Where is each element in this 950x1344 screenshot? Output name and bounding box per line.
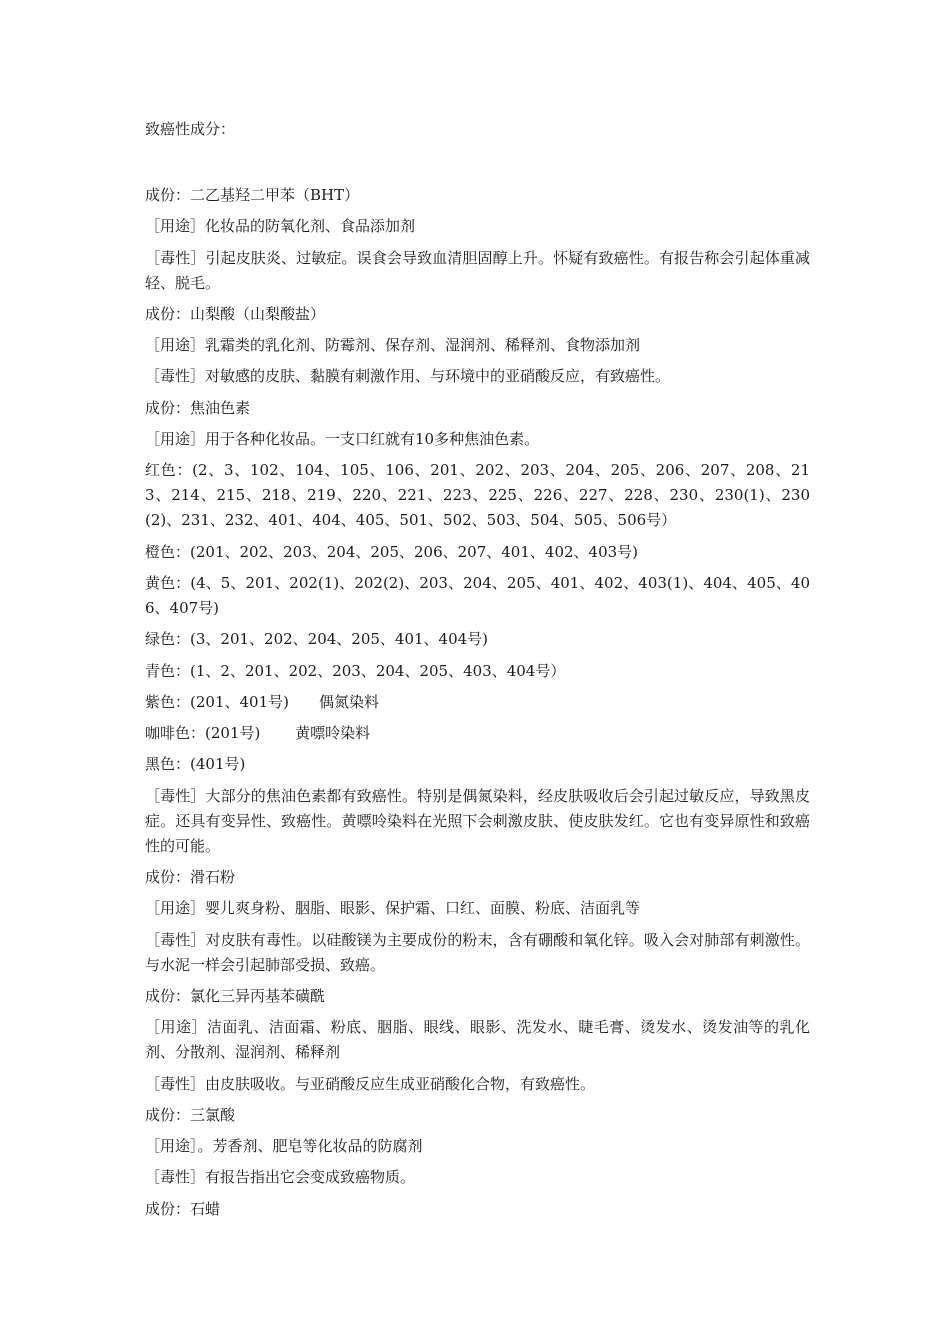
line-talc-name: 成份：滑石粉 bbox=[145, 868, 236, 887]
line-tar-toxicity: ［毒性］大部分的焦油色素都有致癌性。特别是偶氮染料，经皮肤吸收后会引起过敏反应，导致黑皮症。还具有变异性、致癌性。黄嘌呤染料在光照下会刺激皮肤、使皮肤发红。它也有变异原性和致癌性的可能。 bbox=[145, 786, 810, 855]
line-trichloro-name: 成份：三氯酸 bbox=[145, 1105, 236, 1124]
line-trichloro-toxicity: ［毒性］有报告指出它会变成致癌物质。 bbox=[145, 1168, 416, 1187]
line-black: 黑色：(401号) bbox=[145, 755, 246, 774]
line-red: 红色：(2、3、102、104、105、106、201、202、203、204、205、206、207、208、213、214、215、218、219、220、221、223、225、226、227、228、230、230(1)、230(2)、231、232、401、404、405、501、502、503、504、505、506号） bbox=[145, 461, 810, 530]
line-tar-use: ［用途］用于各种化妆品。一支口红就有10多种焦油色素。 bbox=[145, 430, 540, 449]
line-bht-toxicity: ［毒性］引起皮肤炎、过敏症。误食会导致血清胆固醇上升。怀疑有致癌性。有报告称会引起体重减轻、脱毛。 bbox=[145, 248, 810, 292]
line-yellow: 黄色：(4、5、201、202(1)、202(2)、203、204、205、401、402、403(1)、404、405、406、407号) bbox=[145, 573, 810, 617]
line-green: 绿色：(3、201、202、204、205、401、404号) bbox=[145, 630, 489, 649]
line-talc-toxicity: ［毒性］对皮肤有毒性。以硅酸镁为主要成份的粉末，含有硼酸和氧化锌。吸入会对肺部有刺激性。与水泥一样会引起肺部受损、致癌。 bbox=[145, 930, 810, 974]
line-brown: 咖啡色：(201号) 黄嘌呤染料 bbox=[145, 724, 371, 743]
line-paraffin-name: 成份：石蜡 bbox=[145, 1199, 221, 1218]
document-body bbox=[145, 183, 810, 1222]
line-sulfonyl-use: ［用途］洁面乳、洁面霜、粉底、胭脂、眼线、眼影、洗发水、睫毛膏、烫发水、烫发油等的乳化剂、分散剂、湿润剂、稀释剂 bbox=[145, 1018, 810, 1062]
line-sorbic-name: 成份：山梨酸（山梨酸盐） bbox=[145, 304, 326, 323]
line-bht-name: 成份：二乙基羟二甲苯（BHT） bbox=[145, 186, 360, 204]
document-page bbox=[145, 117, 810, 1228]
line-bht-use: ［用途］化妆品的防氧化剂、食品添加剂 bbox=[145, 217, 416, 236]
line-purple: 紫色：(201、401号) 偶氮染料 bbox=[145, 692, 379, 711]
line-orange: 橙色：(201、202、203、204、205、206、207、401、402、403号) bbox=[145, 542, 639, 561]
line-sulfonyl-toxicity: ［毒性］由皮肤吸收。与亚硝酸反应生成亚硝酸化合物，有致癌性。 bbox=[145, 1074, 596, 1093]
line-blue: 青色：(1、2、201、202、203、204、205、403、404号） bbox=[145, 661, 566, 680]
line-trichloro-use: ［用途］。芳香剂、肥皂等化妆品的防腐剂 bbox=[145, 1137, 423, 1156]
document-title: 致癌性成分： bbox=[145, 120, 236, 138]
line-sorbic-use: ［用途］乳霜类的乳化剂、防霉剂、保存剂、湿润剂、稀释剂、食物添加剂 bbox=[145, 336, 641, 355]
line-sorbic-toxicity: ［毒性］对敏感的皮肤、黏膜有刺激作用、与环境中的亚硝酸反应，有致癌性。 bbox=[145, 367, 671, 386]
line-talc-use: ［用途］婴儿爽身粉、胭脂、眼影、保护霜、口红、面膜、粉底、洁面乳等 bbox=[145, 899, 641, 918]
line-sulfonyl-name: 成份：氯化三异丙基苯磺酰 bbox=[145, 986, 326, 1005]
line-tar-name: 成份：焦油色素 bbox=[145, 398, 251, 417]
